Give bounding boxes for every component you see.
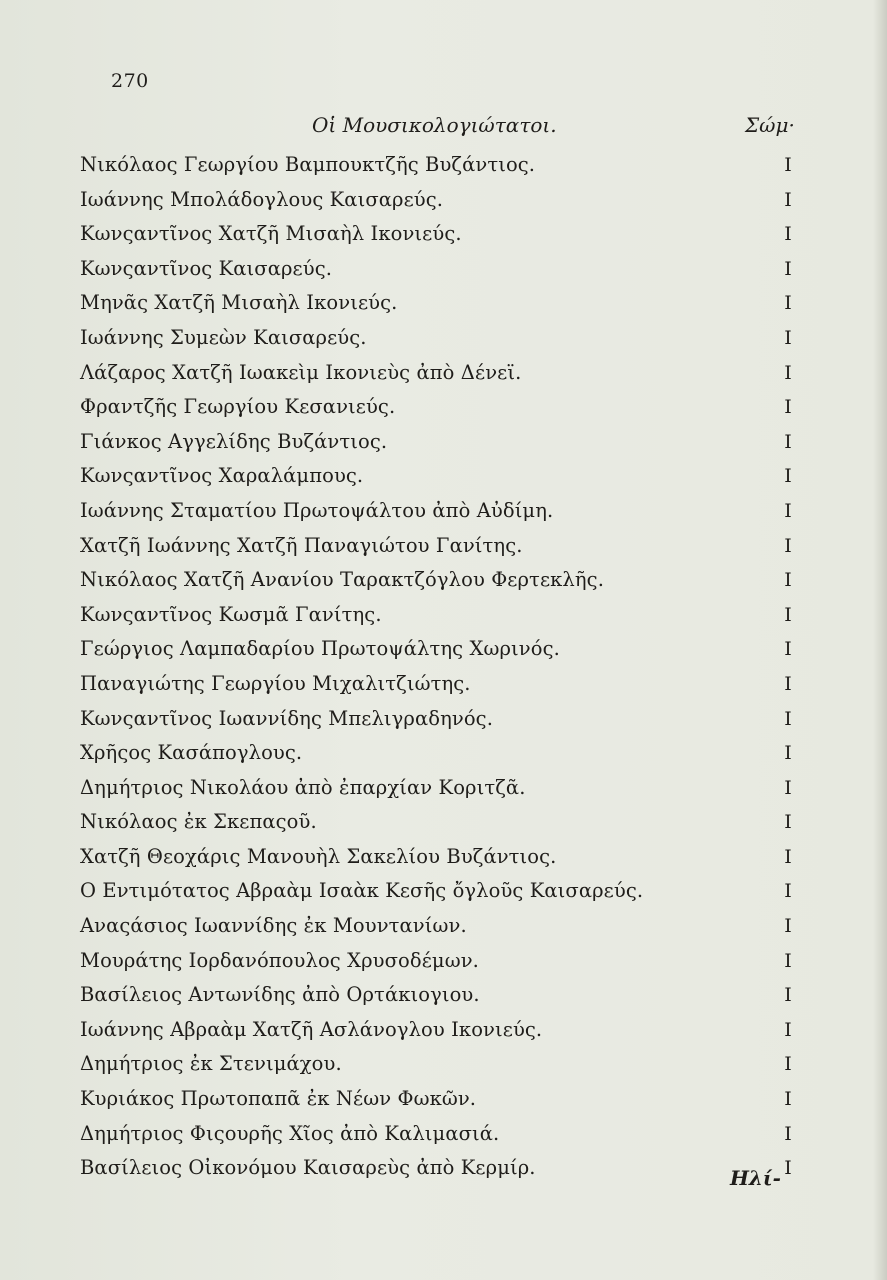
subscriber-row bbox=[80, 771, 800, 806]
subscriber-name: Κυριάκος Πρωτοπαπᾶ ἐκ Νέων Φωκῶν. bbox=[80, 1087, 477, 1111]
subscriber-row bbox=[80, 321, 800, 356]
subscriber-name: Ιωάννης Σταματίου Πρωτοψάλτου ἀπὸ Αὐδίμη. bbox=[80, 498, 554, 522]
subscriber-name: Δημήτριος ἐκ Στενιμάχου. bbox=[80, 1052, 342, 1076]
subscriber-row bbox=[80, 1082, 800, 1117]
subscriber-row bbox=[80, 874, 800, 909]
subscriber-row bbox=[80, 390, 800, 425]
subscriber-name: Κωνςαντῖνος Ιωαννίδης Μπελιγραδηνός. bbox=[80, 706, 493, 730]
subscriber-row bbox=[80, 494, 800, 529]
subscriber-name: Γεώργιος Λαμπαδαρίου Πρωτοψάλτης Χωρινός. bbox=[80, 637, 560, 661]
copies-count: I bbox=[784, 1088, 792, 1111]
subscriber-name: Λάζαρος Χατζῆ Ιωακεὶμ Ικονιεὺς ἀπὸ Δένεϊ. bbox=[80, 360, 522, 384]
copies-count: I bbox=[784, 465, 792, 488]
subscriber-name: Αναςάσιος Ιωαννίδης ἐκ Μουντανίων. bbox=[80, 914, 467, 938]
subscriber-row bbox=[80, 563, 800, 598]
subscriber-row bbox=[80, 1047, 800, 1082]
copies-count: I bbox=[784, 949, 792, 972]
copies-count: I bbox=[784, 534, 792, 557]
copies-count: I bbox=[784, 154, 792, 176]
page-number: 270 bbox=[111, 70, 149, 92]
copies-count: I bbox=[784, 776, 792, 799]
subscriber-name: Φραντζῆς Γεωργίου Κεσανιεύς. bbox=[80, 395, 396, 419]
subscriber-row bbox=[80, 252, 800, 287]
subscriber-name: Χατζῆ Ιωάννης Χατζῆ Παναγιώτου Γανίτης. bbox=[80, 533, 523, 557]
copies-count: I bbox=[784, 638, 792, 661]
subscriber-row bbox=[80, 183, 800, 218]
subscriber-name: Βασίλειος Αντωνίδης ἀπὸ Ορτάκιογιου. bbox=[80, 983, 480, 1007]
subscriber-name: Ιωάννης Μπολάδογλους Καισαρεύς. bbox=[80, 187, 444, 211]
subscriber-row bbox=[80, 1151, 800, 1186]
subscriber-row bbox=[80, 944, 800, 979]
copies-count: I bbox=[784, 396, 792, 419]
subscriber-name: Δημήτριος Νικολάου ἀπὸ ἐπαρχίαν Κοριτζᾶ. bbox=[80, 775, 526, 799]
copies-count: I bbox=[784, 223, 792, 246]
copies-count: I bbox=[784, 984, 792, 1007]
subscriber-row bbox=[80, 805, 800, 840]
subscriber-row bbox=[80, 459, 800, 494]
subscriber-row bbox=[80, 356, 800, 391]
subscriber-name: Βασίλειος Οἰκονόμου Καισαρεὺς ἀπὸ Κερμίρ. bbox=[80, 1156, 536, 1180]
subscriber-row bbox=[80, 632, 800, 667]
copies-count: I bbox=[784, 292, 792, 315]
copies-count: I bbox=[784, 915, 792, 938]
subscriber-row bbox=[80, 217, 800, 252]
copies-count: I bbox=[784, 361, 792, 384]
subscriber-name: Δημήτριος Φιςουρῆς Χῖος ἀπὸ Καλιμασιά. bbox=[80, 1121, 500, 1145]
subscriber-row bbox=[80, 148, 800, 183]
subscriber-name: Κωνςαντῖνος Κωσμᾶ Γανίτης. bbox=[80, 602, 382, 626]
copies-count: I bbox=[784, 430, 792, 453]
subscriber-row bbox=[80, 529, 800, 564]
subscriber-name: Γιάνκος Αγγελίδης Βυζάντιος. bbox=[80, 429, 388, 453]
subscriber-name: Ιωάννης Αβραὰμ Χατζῆ Ασλάνογλου Ικονιεύς. bbox=[80, 1017, 543, 1041]
copies-count: I bbox=[784, 326, 792, 349]
subscriber-row bbox=[80, 1117, 800, 1152]
copies-count: I bbox=[784, 1157, 792, 1180]
subscriber-name: Κωνςαντῖνος Χαραλάμπους. bbox=[80, 464, 364, 488]
page-edge-shadow bbox=[873, 0, 887, 1280]
copies-count: I bbox=[784, 499, 792, 522]
subscriber-name: Κωνςαντῖνος Χατζῆ Μισαὴλ Ικονιεύς. bbox=[80, 222, 462, 246]
copies-count: I bbox=[784, 880, 792, 903]
copies-column-header: Σώμ· bbox=[745, 113, 795, 137]
subscriber-name: Κωνςαντῖνος Καισαρεύς. bbox=[80, 256, 333, 280]
subscriber-name: Νικόλαος Γεωργίου Βαμπουκτζῆς Βυζάντιος. bbox=[80, 153, 536, 176]
copies-count: I bbox=[784, 707, 792, 730]
subscriber-name: Ο Εντιμότατος Αβραὰμ Ισαὰκ Κεσῆς ὄγλοῦς Καισαρεύς. bbox=[80, 879, 644, 903]
copies-count: I bbox=[784, 1018, 792, 1041]
list-heading: Οἱ Μουσικολογιώτατοι. bbox=[312, 113, 557, 137]
copies-count: I bbox=[784, 811, 792, 834]
subscriber-name: Μουράτης Ιορδανόπουλος Χρυσοδέμων. bbox=[80, 948, 479, 972]
subscriber-name: Ιωάννης Συμεὼν Καισαρεύς. bbox=[80, 325, 367, 349]
subscriber-list bbox=[80, 148, 800, 1186]
copies-count: I bbox=[784, 845, 792, 868]
subscriber-row bbox=[80, 425, 800, 460]
subscriber-row bbox=[80, 667, 800, 702]
subscriber-row bbox=[80, 598, 800, 633]
subscriber-row bbox=[80, 736, 800, 771]
subscriber-name: Νικόλαος Χατζῆ Ανανίου Ταρακτζόγλου Φερτεκλῆς. bbox=[80, 568, 604, 592]
subscriber-row bbox=[80, 840, 800, 875]
copies-count: I bbox=[784, 257, 792, 280]
copies-count: I bbox=[784, 1122, 792, 1145]
copies-count: I bbox=[784, 569, 792, 592]
copies-count: I bbox=[784, 1053, 792, 1076]
subscriber-row bbox=[80, 1013, 800, 1048]
subscriber-row bbox=[80, 286, 800, 321]
subscriber-name: Νικόλαος ἐκ Σκεπαςοῦ. bbox=[80, 810, 317, 834]
subscriber-name: Παναγιώτης Γεωργίου Μιχαλιτζιώτης. bbox=[80, 671, 471, 695]
copies-count: I bbox=[784, 742, 792, 765]
subscriber-row bbox=[80, 978, 800, 1013]
subscriber-name: Χατζῆ Θεοχάρις Μανουὴλ Σακελίου Βυζάντιος. bbox=[80, 844, 557, 868]
subscriber-name: Χρῆςος Κασάπογλους. bbox=[80, 741, 303, 765]
copies-count: I bbox=[784, 603, 792, 626]
subscriber-row bbox=[80, 702, 800, 737]
copies-count: I bbox=[784, 672, 792, 695]
subscriber-name: Μηνᾶς Χατζῆ Μισαὴλ Ικονιεύς. bbox=[80, 291, 398, 315]
subscriber-row bbox=[80, 909, 800, 944]
catchword: Ηλί- bbox=[730, 1166, 781, 1190]
copies-count: I bbox=[784, 188, 792, 211]
